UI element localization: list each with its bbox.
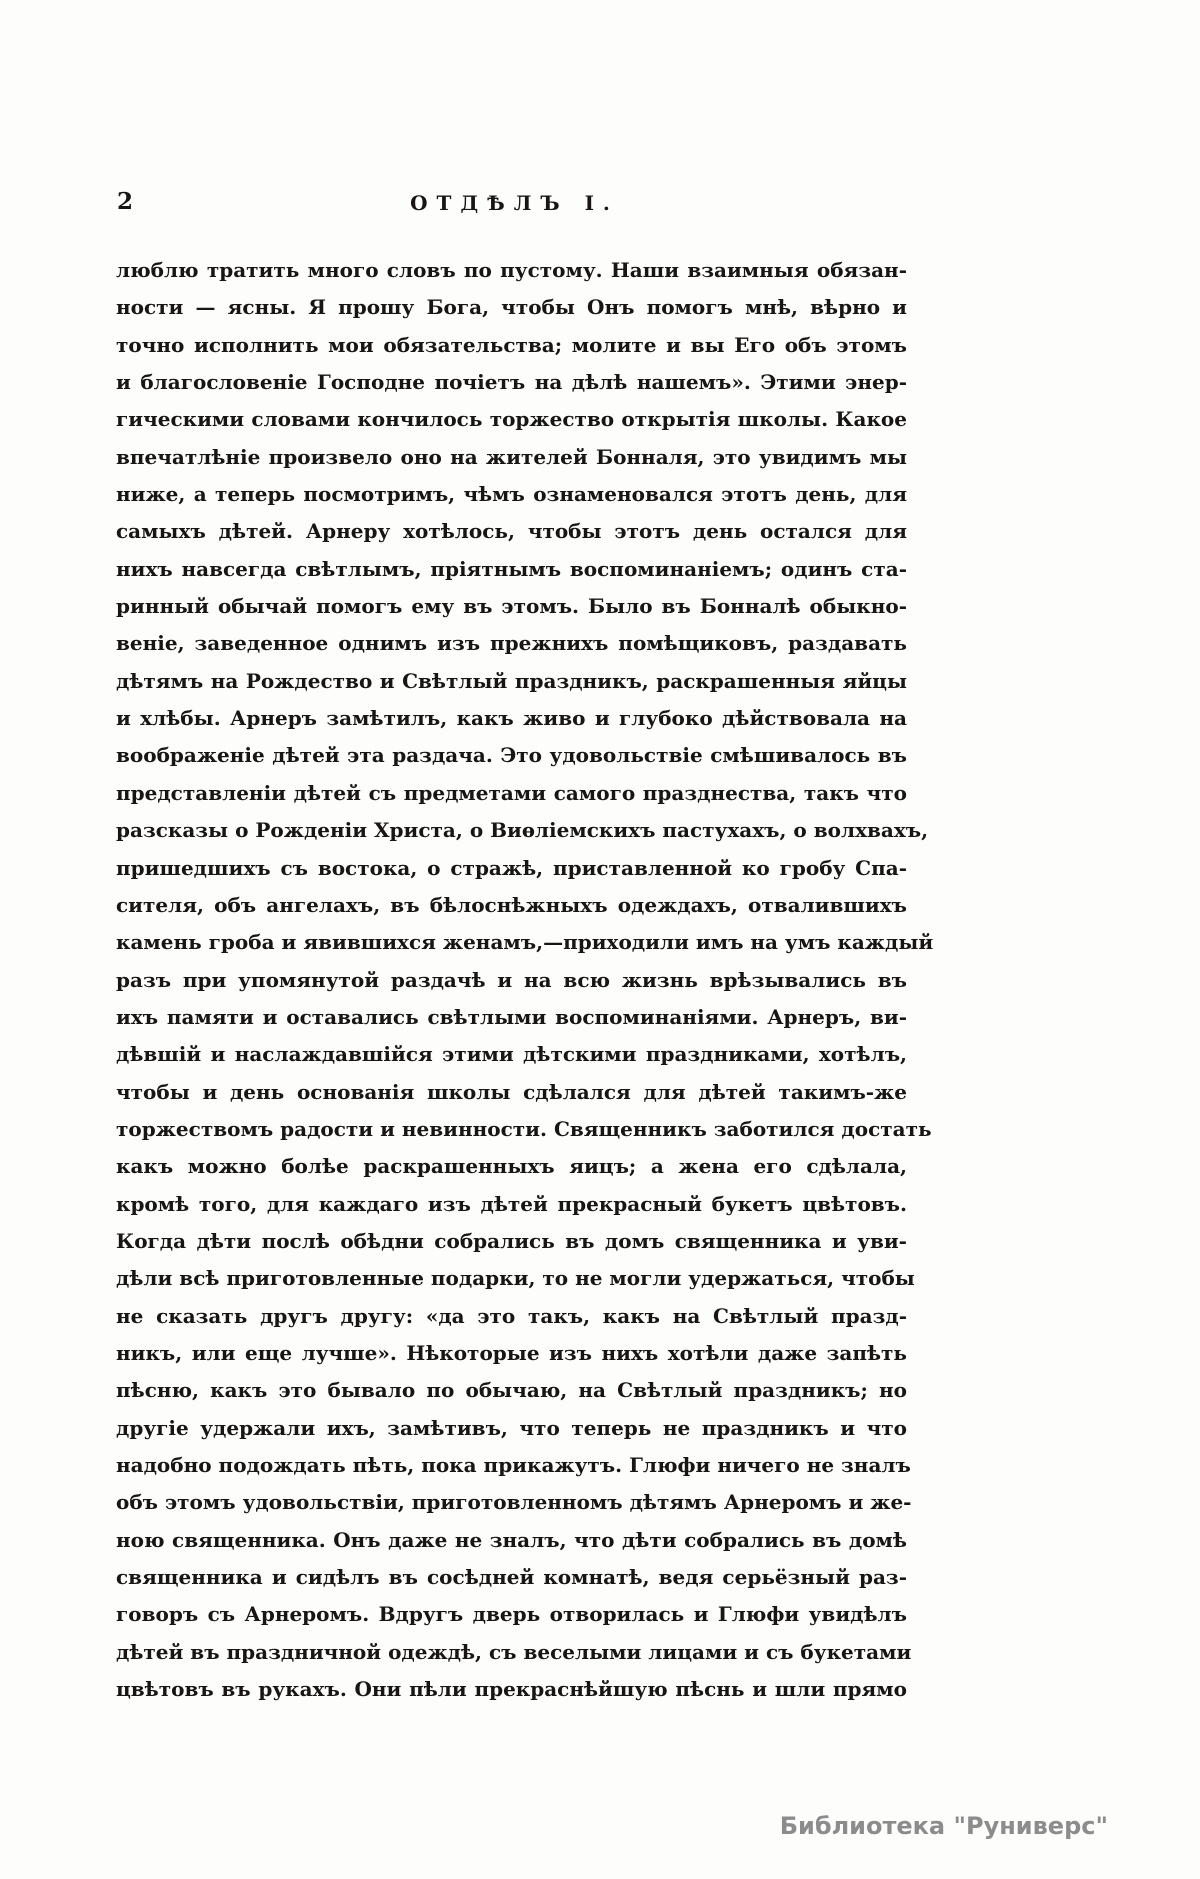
text-line: и благословеніе Господне почіетъ на дѣлѣ нашемъ». Этими энер-	[116, 370, 907, 395]
text-line: воображеніе дѣтей эта раздача. Это удовольствіе смѣшивалось въ	[116, 743, 907, 768]
body-text	[116, 252, 934, 1708]
text-line: точно исполнить мои обязательства; молите и вы Его объ этомъ	[116, 332, 907, 357]
text-line: пѣсню, какъ это бывало по обычаю, на Свѣтлый праздникъ; но	[116, 1378, 907, 1403]
text-line: ности — ясны. Я прошу Бога, чтобы Онъ помогъ мнѣ, вѣрно и	[116, 295, 907, 320]
text-line: дѣвшій и наслаждавшійся этими дѣтскими праздниками, хотѣлъ,	[116, 1042, 907, 1067]
text-line: камень гроба и явившихся женамъ,—приходили имъ на умъ каждый	[116, 930, 934, 955]
text-line: другіе удержали ихъ, замѣтивъ, что теперь не праздникъ и что	[116, 1415, 907, 1440]
text-line: нихъ навсегда свѣтлымъ, пріятнымъ воспоминаніемъ; одинъ ста-	[116, 556, 907, 581]
text-line: объ этомъ удовольствіи, приготовленномъ дѣтямъ Арнеромъ и же-	[116, 1490, 912, 1515]
text-line: какъ можно болѣе раскрашенныхъ яицъ; а жена его сдѣлала,	[116, 1154, 907, 1179]
text-line: торжествомъ радости и невинности. Священникъ заботился достать	[116, 1116, 932, 1141]
text-line: чтобы и день основанія школы сдѣлался для дѣтей такимъ-же	[116, 1079, 907, 1104]
text-line: веніе, заведенное однимъ изъ прежнихъ помѣщиковъ, раздавать	[116, 631, 907, 656]
text-line: кромѣ того, для каждаго изъ дѣтей прекрасный букетъ цвѣтовъ.	[116, 1191, 907, 1216]
text-line: цвѣтовъ въ рукахъ. Они пѣли прекраснѣйшую пѣснь и шли прямо	[116, 1677, 907, 1702]
text-line: дѣтямъ на Рождество и Свѣтлый праздникъ, раскрашенныя яйцы	[116, 668, 907, 693]
section-heading: ОТДѢЛЪ I.	[410, 191, 619, 215]
text-line: люблю тратить много словъ по пустому. Наши взаимныя обязан-	[116, 258, 907, 282]
text-line: надобно подождать пѣть, пока прикажутъ. Глюфи ничего не зналъ	[116, 1453, 911, 1477]
text-line: представленіи дѣтей съ предметами самого празднества, такъ что	[116, 780, 907, 805]
text-line: ихъ памяти и оставались свѣтлыми воспоминаніями. Арнеръ, ви-	[116, 1004, 907, 1029]
text-line: Когда дѣти послѣ обѣдни собрались въ домъ священника и уви-	[116, 1228, 907, 1253]
text-line: пришедшихъ съ востока, о стражѣ, приставленной ко гробу Спа-	[116, 855, 907, 880]
text-line: сителя, объ ангелахъ, въ бѣлоснѣжныхъ одеждахъ, отвалившихъ	[116, 892, 907, 917]
text-line: гическими словами кончилось торжество открытія школы. Какое	[116, 407, 907, 432]
text-line: говоръ съ Арнеромъ. Вдругъ дверь отворилась и Глюфи увидѣлъ	[116, 1602, 907, 1627]
text-line: самыхъ дѣтей. Арнеру хотѣлось, чтобы этотъ день остался для	[116, 519, 907, 544]
text-line: дѣли всѣ приготовленные подарки, то не могли удержаться, чтобы	[116, 1266, 915, 1291]
text-line: разсказы о Рожденіи Христа, о Виѳліемскихъ пастухахъ, о волхвахъ,	[116, 818, 929, 843]
text-line: ниже, а теперь посмотримъ, чѣмъ ознаменовался этотъ день, для	[116, 482, 907, 507]
text-line: никъ, или еще лучше». Нѣкоторые изъ нихъ хотѣли даже запѣть	[116, 1340, 907, 1365]
library-watermark: Библиотека "Руниверс"	[779, 1812, 1108, 1840]
text-line: священника и сидѣлъ въ сосѣдней комнатѣ, ведя серьёзный раз-	[116, 1565, 907, 1590]
text-line: впечатлѣніе произвело оно на жителей Бонналя, это увидимъ мы	[116, 444, 907, 469]
page-number: 2	[117, 188, 134, 215]
text-line: дѣтей въ праздничной одеждѣ, съ веселыми лицами и съ букетами	[116, 1639, 912, 1664]
text-line: и хлѣбы. Арнеръ замѣтилъ, какъ живо и глубоко дѣйствовала на	[116, 706, 907, 731]
text-line: ною священника. Онъ даже не зналъ, что дѣти собрались въ домѣ	[116, 1527, 907, 1552]
text-line: ринный обычай помогъ ему въ этомъ. Было въ Бонналѣ обыкно-	[116, 594, 907, 619]
text-line: не сказать другъ другу: «да это такъ, какъ на Свѣтлый празд-	[116, 1303, 907, 1328]
text-line: разъ при упомянутой раздачѣ и на всю жизнь врѣзывались въ	[116, 967, 907, 992]
